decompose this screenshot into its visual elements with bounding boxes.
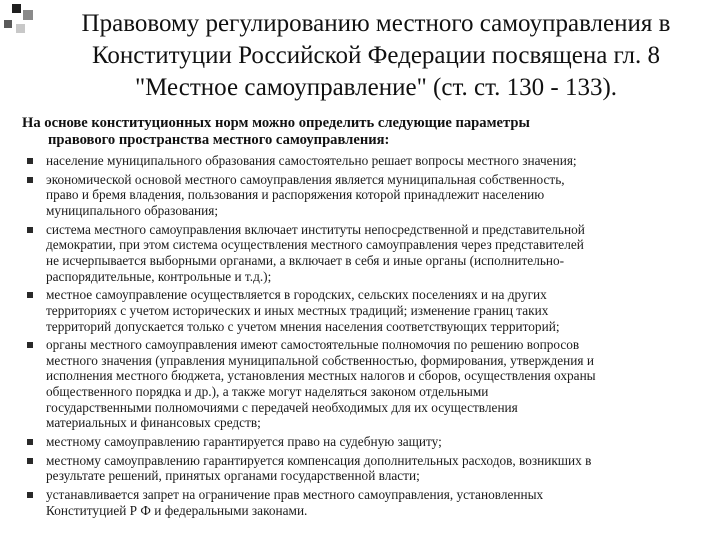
list-item-line: местному самоуправлению гарантируется компенсация дополнительных расходов, возникших в [46,452,592,468]
title-line: Правовому регулированию местного самоуправления в [81,10,671,37]
intro-line: правового пространства местного самоуправления: [48,131,390,148]
title-line: "Местное самоуправление" (ст. ст. 130 - 133). [134,74,618,101]
parameters-list [0,153,720,522]
list-item-line: результате решений, принятых органами государственной власти; [46,468,420,484]
corner-decoration [0,0,40,40]
list-item-line: не исчерпывается выборными органами, а включает в себя и иные органы (исполнительно- [46,252,565,268]
list-item-line: государственными полномочиями с передачей необходимых для их осуществления [46,399,518,415]
list-item-line: территорий допускается только с учетом мнения населения соответствующих территорий; [46,318,560,334]
list-item-line: демократии, при этом система осуществления местного самоуправления через представителей [46,237,584,253]
square-bullet-icon [27,158,33,164]
list-item-line: право и бремя владения, пользования и распоряжения которой принадлежит населению [46,187,545,203]
intro-paragraph [22,115,712,148]
list-item-line: устанавливается запрет на ограничение прав местного самоуправления, установленных [46,487,544,503]
list-item [0,172,720,219]
list-item-line: местному самоуправлению гарантируется право на судебную защиту; [46,434,442,450]
list-item-line: исполнения местного бюджета, установления местных налогов и сборов, осуществления охраны [46,368,596,384]
list-item [0,434,720,450]
square-bullet-icon [27,342,33,348]
list-item [0,337,720,431]
slide-title [36,8,716,104]
square-bullet-icon [27,227,33,233]
list-item [0,453,720,484]
list-item-line: экономической основой местного самоуправления является муниципальная собственность, [46,171,565,187]
list-item [0,153,720,169]
list-item-line: система местного самоуправления включает институты непосредственной и представительной [46,221,585,237]
list-item-line: органы местного самоуправления имеют самостоятельные полномочия по решению вопросов [46,337,580,353]
list-item-line: местное самоуправление осуществляется в городских, сельских поселениях и на других [46,287,547,303]
list-item-line: общественного порядка и др.), а также могут наделяться законом отдельными [46,384,489,400]
list-item [0,287,720,334]
list-item-line: местного значения (управления муниципальной собственностью, формирования, утверждения и [46,352,594,368]
list-item-line: население муниципального образования самостоятельно решает вопросы местного значения; [46,153,577,168]
list-item [0,222,720,284]
list-item [0,487,720,518]
list-item-line: материальных и финансовых средств; [46,415,261,431]
square-bullet-icon [27,439,33,445]
intro-line: На основе конституционных норм можно определить следующие параметры [22,115,530,131]
list-item-line: Конституцией Р Ф и федеральными законами. [46,502,308,518]
title-line: Конституции Российской Федерации посвящена гл. 8 [91,42,661,69]
list-item-line: распорядительные, контрольные и т.д.); [46,268,272,284]
square-bullet-icon [27,492,33,498]
list-item-line: территориях с учетом исторических и иных местных традиций; изменение границ таких [46,302,549,318]
list-item-line: муниципального образования; [46,202,219,218]
square-bullet-icon [27,177,33,183]
square-bullet-icon [27,458,33,464]
square-bullet-icon [27,292,33,298]
